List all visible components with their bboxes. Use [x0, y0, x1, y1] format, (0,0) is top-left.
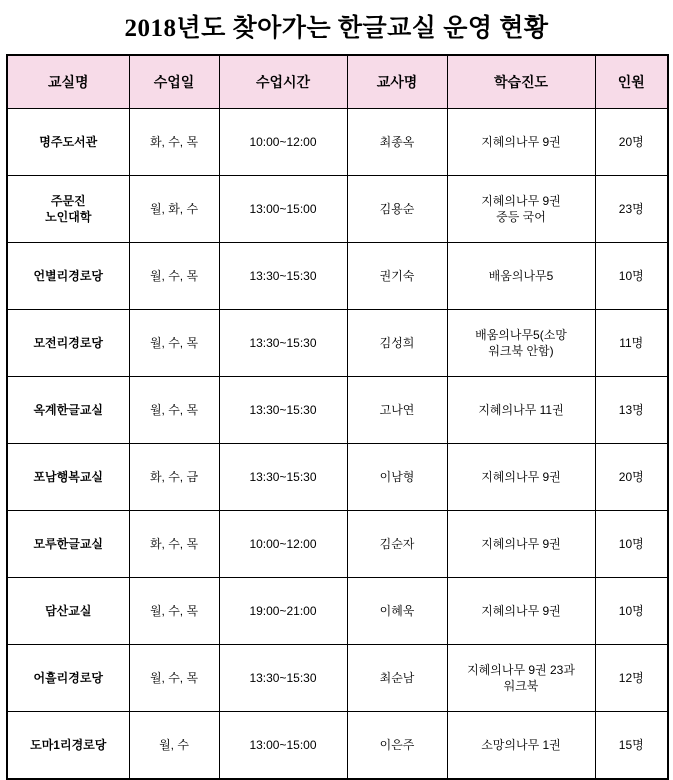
cell-learning-progress	[447, 578, 595, 645]
cell-class-time: 13:30~15:30	[219, 310, 347, 377]
table-row	[7, 578, 668, 645]
cell-class-days: 월, 수, 목	[129, 310, 219, 377]
cell-text-line: 어흘리경로당	[33, 670, 104, 685]
column-header-classroom: 교실명	[7, 55, 129, 109]
table-header-row	[7, 55, 668, 109]
table-header	[7, 55, 668, 109]
table-row	[7, 511, 668, 578]
cell-text-line: 배움의나무5(소망	[475, 327, 567, 342]
cell-class-days: 월, 수, 목	[129, 377, 219, 444]
cell-text-line: 언별리경로당	[33, 268, 104, 283]
cell-text-line: 지혜의나무 9권	[481, 603, 561, 618]
cell-text-line: 옥계한글교실	[33, 402, 104, 417]
cell-text-line: 명주도서관	[39, 134, 98, 149]
cell-text-line: 지혜의나무 9권	[481, 469, 561, 484]
cell-learning-progress	[447, 712, 595, 780]
cell-class-days: 월, 화, 수	[129, 176, 219, 243]
table-body	[7, 109, 668, 780]
cell-learning-progress	[447, 243, 595, 310]
cell-text-line: 지혜의나무 9권 23과	[467, 662, 575, 677]
table-row	[7, 712, 668, 780]
table-row	[7, 176, 668, 243]
cell-class-time: 13:30~15:30	[219, 377, 347, 444]
column-header-teacher: 교사명	[347, 55, 447, 109]
cell-class-time: 10:00~12:00	[219, 109, 347, 176]
column-header-days: 수업일	[129, 55, 219, 109]
cell-text-line: 중등 국어	[496, 210, 546, 224]
cell-classroom-name	[7, 377, 129, 444]
cell-student-count: 10명	[595, 511, 668, 578]
cell-classroom-name	[7, 109, 129, 176]
table-row	[7, 377, 668, 444]
cell-text-line: 모루한글교실	[33, 536, 104, 551]
cell-text-line: 담산교실	[45, 603, 92, 618]
cell-class-time: 19:00~21:00	[219, 578, 347, 645]
cell-class-days: 월, 수, 목	[129, 645, 219, 712]
cell-teacher-name: 김성희	[347, 310, 447, 377]
cell-text-line: 지혜의나무 9권	[481, 193, 561, 208]
cell-teacher-name: 권기숙	[347, 243, 447, 310]
cell-class-days: 월, 수, 목	[129, 243, 219, 310]
column-header-progress: 학습진도	[447, 55, 595, 109]
cell-teacher-name: 최종옥	[347, 109, 447, 176]
document-page	[0, 8, 673, 752]
cell-classroom-name	[7, 645, 129, 712]
cell-text-line: 포남행복교실	[33, 469, 104, 484]
cell-class-days: 화, 수, 목	[129, 511, 219, 578]
cell-classroom-name	[7, 511, 129, 578]
cell-learning-progress	[447, 176, 595, 243]
cell-text-line: 지혜의나무 9권	[481, 536, 561, 551]
table-container	[0, 54, 673, 780]
cell-teacher-name: 김용순	[347, 176, 447, 243]
cell-student-count: 13명	[595, 377, 668, 444]
cell-student-count: 11명	[595, 310, 668, 377]
cell-text-line: 지혜의나무 9권	[481, 134, 561, 149]
page-title: 2018년도 찾아가는 한글교실 운영 현황	[124, 15, 549, 42]
cell-student-count: 12명	[595, 645, 668, 712]
cell-text-line: 도마1리경로당	[30, 737, 107, 752]
cell-teacher-name: 최순남	[347, 645, 447, 712]
cell-class-days: 화, 수, 금	[129, 444, 219, 511]
cell-text-line: 워크북	[503, 679, 539, 693]
hangul-class-schedule-table	[6, 54, 669, 780]
cell-teacher-name: 이혜욱	[347, 578, 447, 645]
cell-learning-progress	[447, 377, 595, 444]
cell-class-days: 화, 수, 목	[129, 109, 219, 176]
cell-student-count: 23명	[595, 176, 668, 243]
cell-teacher-name: 고나연	[347, 377, 447, 444]
cell-learning-progress	[447, 109, 595, 176]
cell-class-days: 월, 수	[129, 712, 219, 780]
cell-teacher-name: 김순자	[347, 511, 447, 578]
table-row	[7, 645, 668, 712]
cell-teacher-name: 이남형	[347, 444, 447, 511]
cell-class-time: 13:30~15:30	[219, 243, 347, 310]
cell-classroom-name	[7, 176, 129, 243]
cell-student-count: 20명	[595, 444, 668, 511]
cell-student-count: 10명	[595, 578, 668, 645]
cell-classroom-name	[7, 444, 129, 511]
cell-text-line: 지혜의나무 11권	[478, 402, 564, 417]
column-header-time: 수업시간	[219, 55, 347, 109]
cell-class-time: 13:30~15:30	[219, 444, 347, 511]
table-row	[7, 444, 668, 511]
table-row	[7, 109, 668, 176]
cell-classroom-name	[7, 310, 129, 377]
cell-learning-progress	[447, 645, 595, 712]
cell-student-count: 10명	[595, 243, 668, 310]
cell-text-line: 주문진	[50, 193, 86, 208]
cell-class-days: 월, 수, 목	[129, 578, 219, 645]
cell-class-time: 13:00~15:00	[219, 712, 347, 780]
cell-learning-progress	[447, 310, 595, 377]
cell-learning-progress	[447, 511, 595, 578]
cell-classroom-name	[7, 578, 129, 645]
column-header-count: 인원	[595, 55, 668, 109]
cell-text-line: 모전리경로당	[33, 335, 104, 350]
cell-class-time: 10:00~12:00	[219, 511, 347, 578]
cell-classroom-name	[7, 243, 129, 310]
cell-student-count: 15명	[595, 712, 668, 780]
cell-learning-progress	[447, 444, 595, 511]
cell-student-count: 20명	[595, 109, 668, 176]
cell-text-line: 워크북 안함)	[488, 344, 554, 358]
cell-text-line: 노인대학	[45, 210, 92, 224]
cell-text-line: 소망의나무 1권	[481, 737, 561, 752]
table-row	[7, 310, 668, 377]
cell-teacher-name: 이은주	[347, 712, 447, 780]
cell-classroom-name	[7, 712, 129, 780]
table-row	[7, 243, 668, 310]
cell-class-time: 13:00~15:00	[219, 176, 347, 243]
cell-text-line: 배움의나무5	[488, 268, 554, 283]
cell-class-time: 13:30~15:30	[219, 645, 347, 712]
